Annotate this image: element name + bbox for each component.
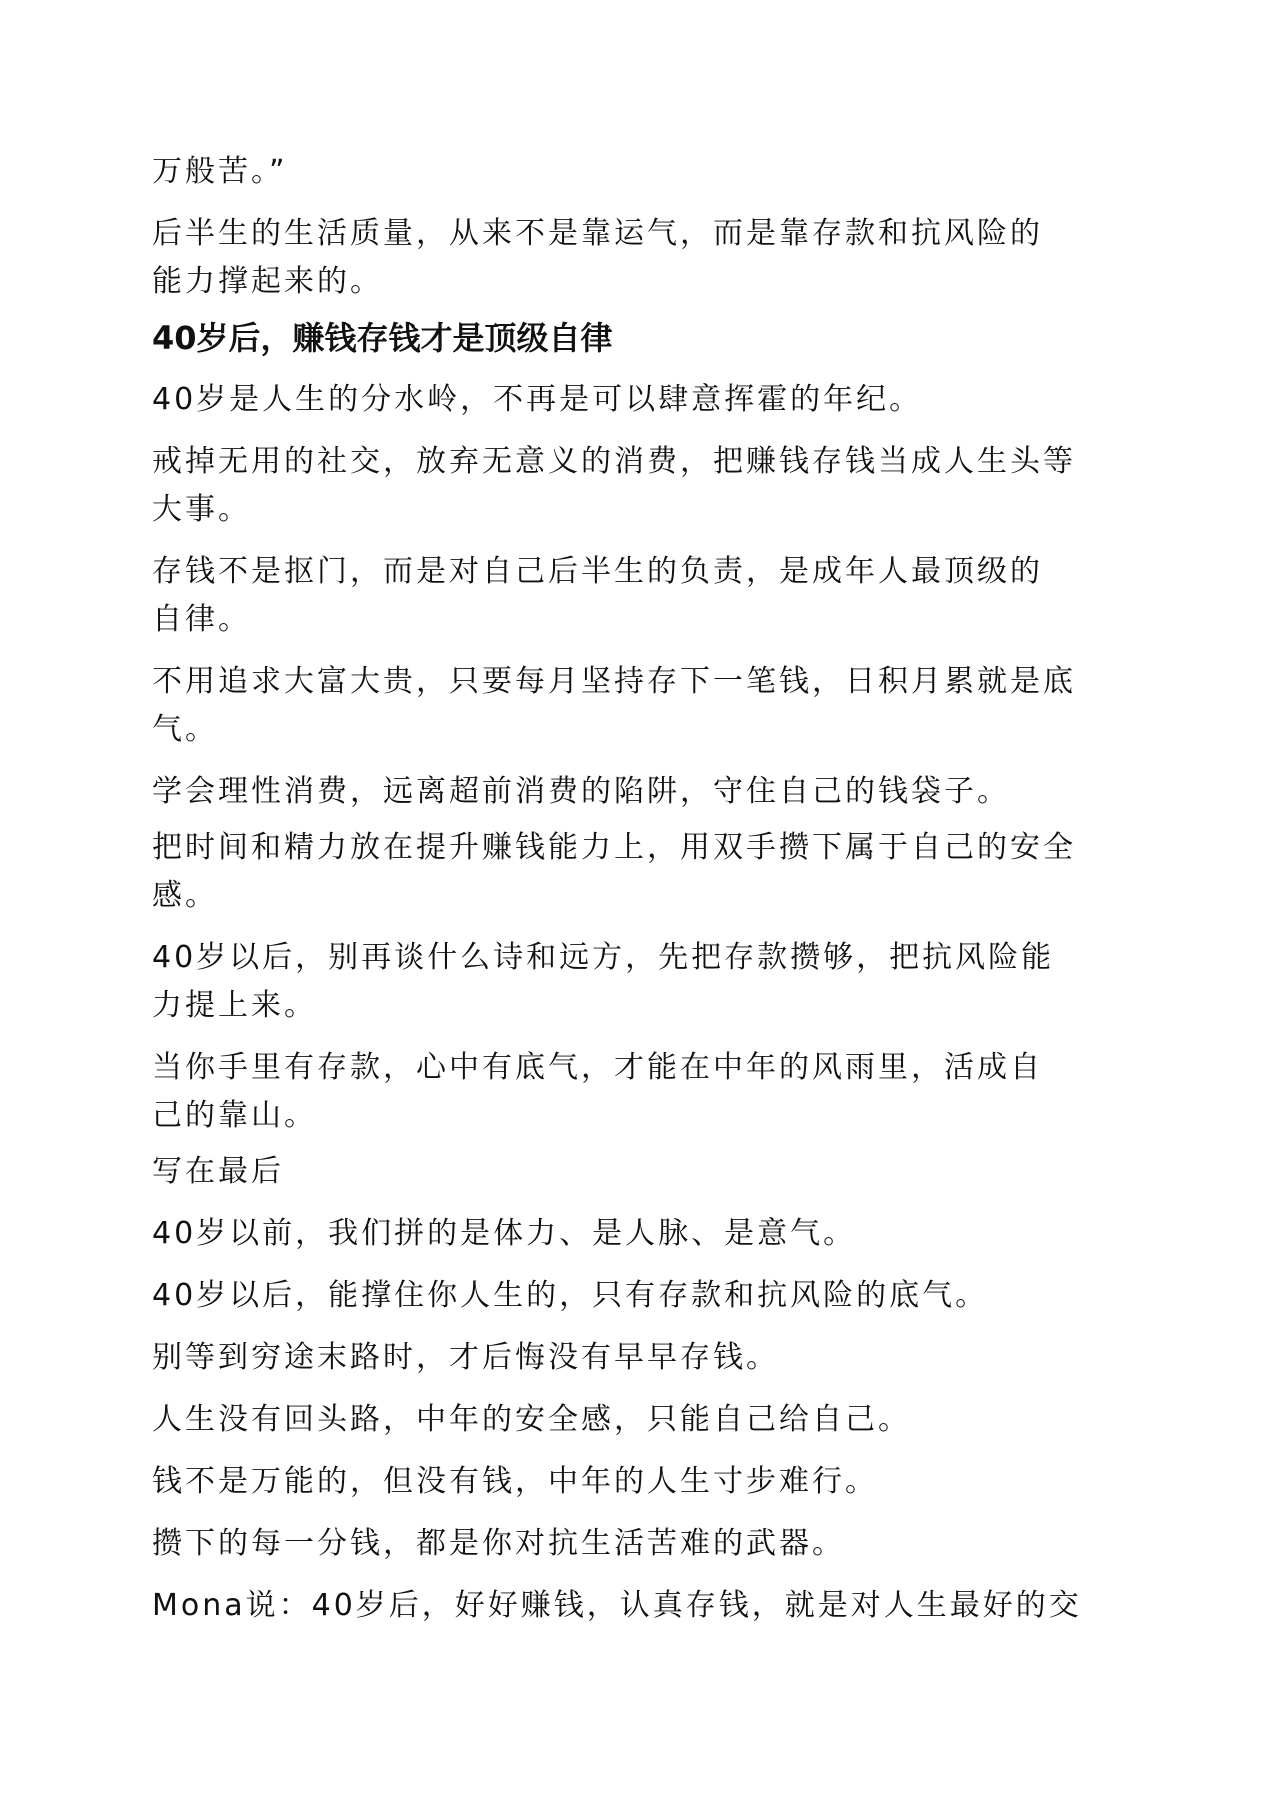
paragraph-line: 人生没有回头路，中年的安全感，只能自己给自己。: [152, 1402, 911, 1437]
paragraph-line: 当你手里有存款，心中有底气，才能在中年的风雨里，活成自: [152, 1050, 1043, 1085]
paragraph-line: 别等到穷途末路时，才后悔没有早早存钱。: [152, 1340, 779, 1375]
paragraph-line: 后半生的生活质量，从来不是靠运气，而是靠存款和抗风险的: [152, 216, 1043, 251]
paragraph-line: 40岁是人生的分水岭，不再是可以肆意挥霍的年纪。: [152, 382, 923, 417]
paragraph-line: 大事。: [152, 492, 251, 527]
paragraph-line: 存钱不是抠门，而是对自己后半生的负责，是成年人最顶级的: [152, 554, 1043, 589]
paragraph-line: 感。: [152, 878, 218, 913]
paragraph-line: 戒掉无用的社交，放弃无意义的消费，把赚钱存钱当成人生头等: [152, 444, 1076, 479]
paragraph-line: 40岁以后，能撑住你人生的，只有存款和抗风险的底气。: [152, 1278, 989, 1313]
paragraph-line: 自律。: [152, 602, 251, 637]
paragraph-line: 把时间和精力放在提升赚钱能力上，用双手攒下属于自己的安全: [152, 830, 1076, 865]
paragraph-line: 40岁以前，我们拼的是体力、是人脉、是意气。: [152, 1216, 857, 1251]
document-body: [152, 148, 1132, 1630]
paragraph-line: 学会理性消费，远离超前消费的陷阱，守住自己的钱袋子。: [152, 774, 1010, 809]
paragraph-line: 己的靠山。: [152, 1098, 317, 1133]
paragraph-line: 钱不是万能的，但没有钱，中年的人生寸步难行。: [152, 1464, 878, 1499]
paragraph-line: 写在最后: [152, 1154, 284, 1189]
paragraph-line: 攒下的每一分钱，都是你对抗生活苦难的武器。: [152, 1526, 845, 1561]
section-heading: 40岁后，赚钱存钱才是顶级自律: [152, 319, 613, 357]
paragraph-line: Mona说：40岁后，好好赚钱，认真存钱，就是对人生最好的交: [152, 1588, 1082, 1623]
paragraph-line: 不用追求大富大贵，只要每月坚持存下一笔钱，日积月累就是底: [152, 664, 1076, 699]
paragraph-line: 万般苦。”: [152, 154, 288, 189]
paragraph-line: 能力撑起来的。: [152, 264, 383, 299]
paragraph-line: 气。: [152, 712, 218, 747]
paragraph-line: 40岁以后，别再谈什么诗和远方，先把存款攒够，把抗风险能: [152, 940, 1055, 975]
paragraph-line: 力提上来。: [152, 988, 317, 1023]
